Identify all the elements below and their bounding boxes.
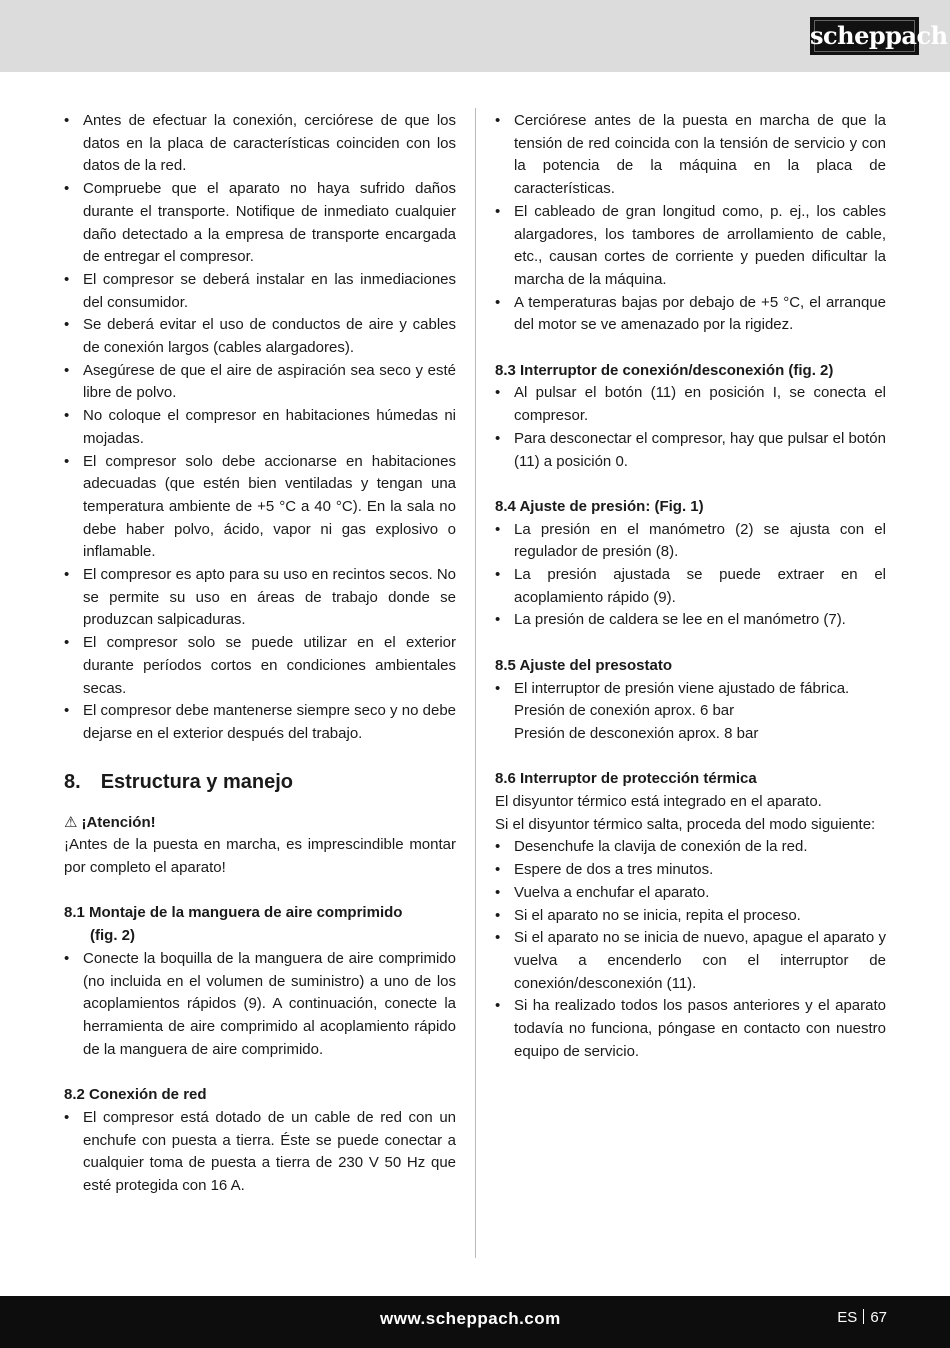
safety-list-left: [64, 110, 456, 746]
list-item: • Se deberá evitar el uso de conductos de aire y cables de conexión largos (cables alargadores).: [64, 314, 456, 359]
scheppach-logo: scheppach: [810, 17, 919, 55]
pressure-switch-note: El interruptor de presión viene ajustado de fábrica.: [514, 679, 850, 697]
list-item: • Desenchufe la clavija de conexión de la red.: [495, 836, 886, 859]
list-8-1: [64, 948, 456, 1062]
cut-out-pressure: Presión de desconexión aprox. 8 bar: [514, 724, 759, 742]
list-item: • No coloque el compresor en habitaciones húmedas ni mojadas.: [64, 405, 456, 450]
list-item: • El cableado de gran longitud como, p. ej., los cables alargadores, los tambores de arrollamiento de cable, etc., causan cortes de corriente y pueden dificultar la marcha de la máquina.: [495, 201, 886, 292]
list-item: • El compresor solo se puede utilizar en el exterior durante períodos cortos en condiciones ambientales secas.: [64, 632, 456, 700]
list-item: • Antes de efectuar la conexión, cerciórese de que los datos en la placa de características coinciden con los datos de la red.: [64, 110, 456, 178]
section-heading: [64, 768, 456, 796]
right-column: [495, 110, 886, 1063]
list-item: • Vuelva a enchufar el aparato.: [495, 882, 886, 905]
list-item: • A temperaturas bajas por debajo de +5 °C, el arranque del motor se ve amenazado por la rigidez.: [495, 292, 886, 337]
warning-title: ¡Atención!: [81, 813, 156, 831]
page-indicator: [837, 1309, 887, 1326]
subsection-heading-8-2: 8.2 Conexión de red: [64, 1086, 207, 1104]
list-item: • Si el aparato no se inicia de nuevo, apague el aparato y vuelva a encenderlo con el interruptor de conexión/desconexión (11).: [495, 927, 886, 995]
list-item: • El compresor debe mantenerse siempre seco y no debe dejarse en el exterior después del trabajo.: [64, 700, 456, 745]
subsection-heading-8-1: 8.1 Montaje de la manguera de aire comprimido: [64, 904, 403, 922]
list-8-4: [495, 519, 886, 633]
footer-url[interactable]: www.scheppach.com: [380, 1309, 561, 1328]
section-number: 8.: [64, 770, 81, 793]
subsection-heading-8-3: 8.3 Interruptor de conexión/desconexión (fig. 2): [495, 361, 834, 379]
list-8-3: [495, 382, 886, 473]
left-column: [64, 110, 456, 1198]
subsection-heading-8-1-cont: (fig. 2): [90, 927, 135, 945]
paragraph: Si el disyuntor térmico salta, proceda del modo siguiente:: [495, 815, 876, 833]
paragraph: El disyuntor térmico está integrado en el aparato.: [495, 793, 822, 811]
column-divider: [475, 108, 476, 1258]
warning-heading: [64, 812, 456, 835]
list-item: • El compresor está dotado de un cable de red con un enchufe con puesta a tierra. Éste se puede conectar a cualquier toma de puesta a tierra de 230 V 50 Hz que esté protegida con 16 A.: [64, 1107, 456, 1198]
list-8-6: [495, 836, 886, 1063]
footer-band: [0, 1296, 950, 1348]
list-item: • Conecte la boquilla de la manguera de aire comprimido (no incluida en el volumen de suministro) a uno de los acoplamientos rápidos (9). A continuación, conecte la herramienta de aire comprimido al acoplamiento rápido de la manguera de aire comprimido.: [64, 948, 456, 1062]
safety-list-right: [495, 110, 886, 337]
cut-in-pressure: Presión de conexión aprox. 6 bar: [514, 702, 735, 720]
list-item: • Espere de dos a tres minutos.: [495, 859, 886, 882]
list-item: • El compresor se deberá instalar en las inmediaciones del consumidor.: [64, 269, 456, 314]
subsection-heading-8-4: 8.4 Ajuste de presión: (Fig. 1): [495, 497, 704, 515]
list-item: • El compresor solo debe accionarse en habitaciones adecuadas (que estén bien ventiladas y tengan una temperatura ambiente de +5 °C a 40 °C). En la sala no debe haber polvo, ácido, vapor ni gas explosivo o inflamable.: [64, 451, 456, 565]
subsection-heading-8-6: 8.6 Interruptor de protección térmica: [495, 770, 757, 788]
list-item: • La presión ajustada se puede extraer en el acoplamiento rápido (9).: [495, 564, 886, 609]
list-item: • Para desconectar el compresor, hay que pulsar el botón (11) a posición 0.: [495, 428, 886, 473]
list-item: • Si el aparato no se inicia, repita el proceso.: [495, 905, 886, 928]
page-separator: [863, 1309, 864, 1324]
list-item: • Compruebe que el aparato no haya sufrido daños durante el transporte. Notifique de inmediato cualquier daño detectado a la empresa de transporte encargada de entregar el compresor.: [64, 178, 456, 269]
section-title: Estructura y manejo: [100, 770, 293, 793]
list-8-5: [495, 678, 886, 746]
list-item: • Cerciórese antes de la puesta en marcha de que la tensión de red coincida con la tensión de servicio y con la potencia de la máquina en la placa de características.: [495, 110, 886, 201]
list-item: • Al pulsar el botón (11) en posición I, se conecta el compresor.: [495, 382, 886, 427]
page-number: 67: [870, 1309, 887, 1326]
list-8-2: [64, 1107, 456, 1198]
list-item: • Si ha realizado todos los pasos anteriores y el aparato todavía no funciona, póngase en contacto con nuestro equipo de servicio.: [495, 995, 886, 1063]
list-item: • La presión de caldera se lee en el manómetro (7).: [495, 609, 886, 632]
warning-text: ¡Antes de la puesta en marcha, es imprescindible montar por completo el aparato!: [64, 836, 456, 877]
header-band: [0, 0, 950, 72]
list-item: • El compresor es apto para su uso en recintos secos. No se permite su uso en áreas de trabajo donde se produzcan salpicaduras.: [64, 564, 456, 632]
list-item: [495, 678, 886, 746]
language-code: ES: [837, 1309, 858, 1326]
subsection-heading-8-5: 8.5 Ajuste del presostato: [495, 656, 672, 674]
warning-triangle-icon: ⚠: [64, 813, 78, 831]
list-item: • La presión en el manómetro (2) se ajusta con el regulador de presión (8).: [495, 519, 886, 564]
list-item: • Asegúrese de que el aire de aspiración sea seco y esté libre de polvo.: [64, 360, 456, 405]
